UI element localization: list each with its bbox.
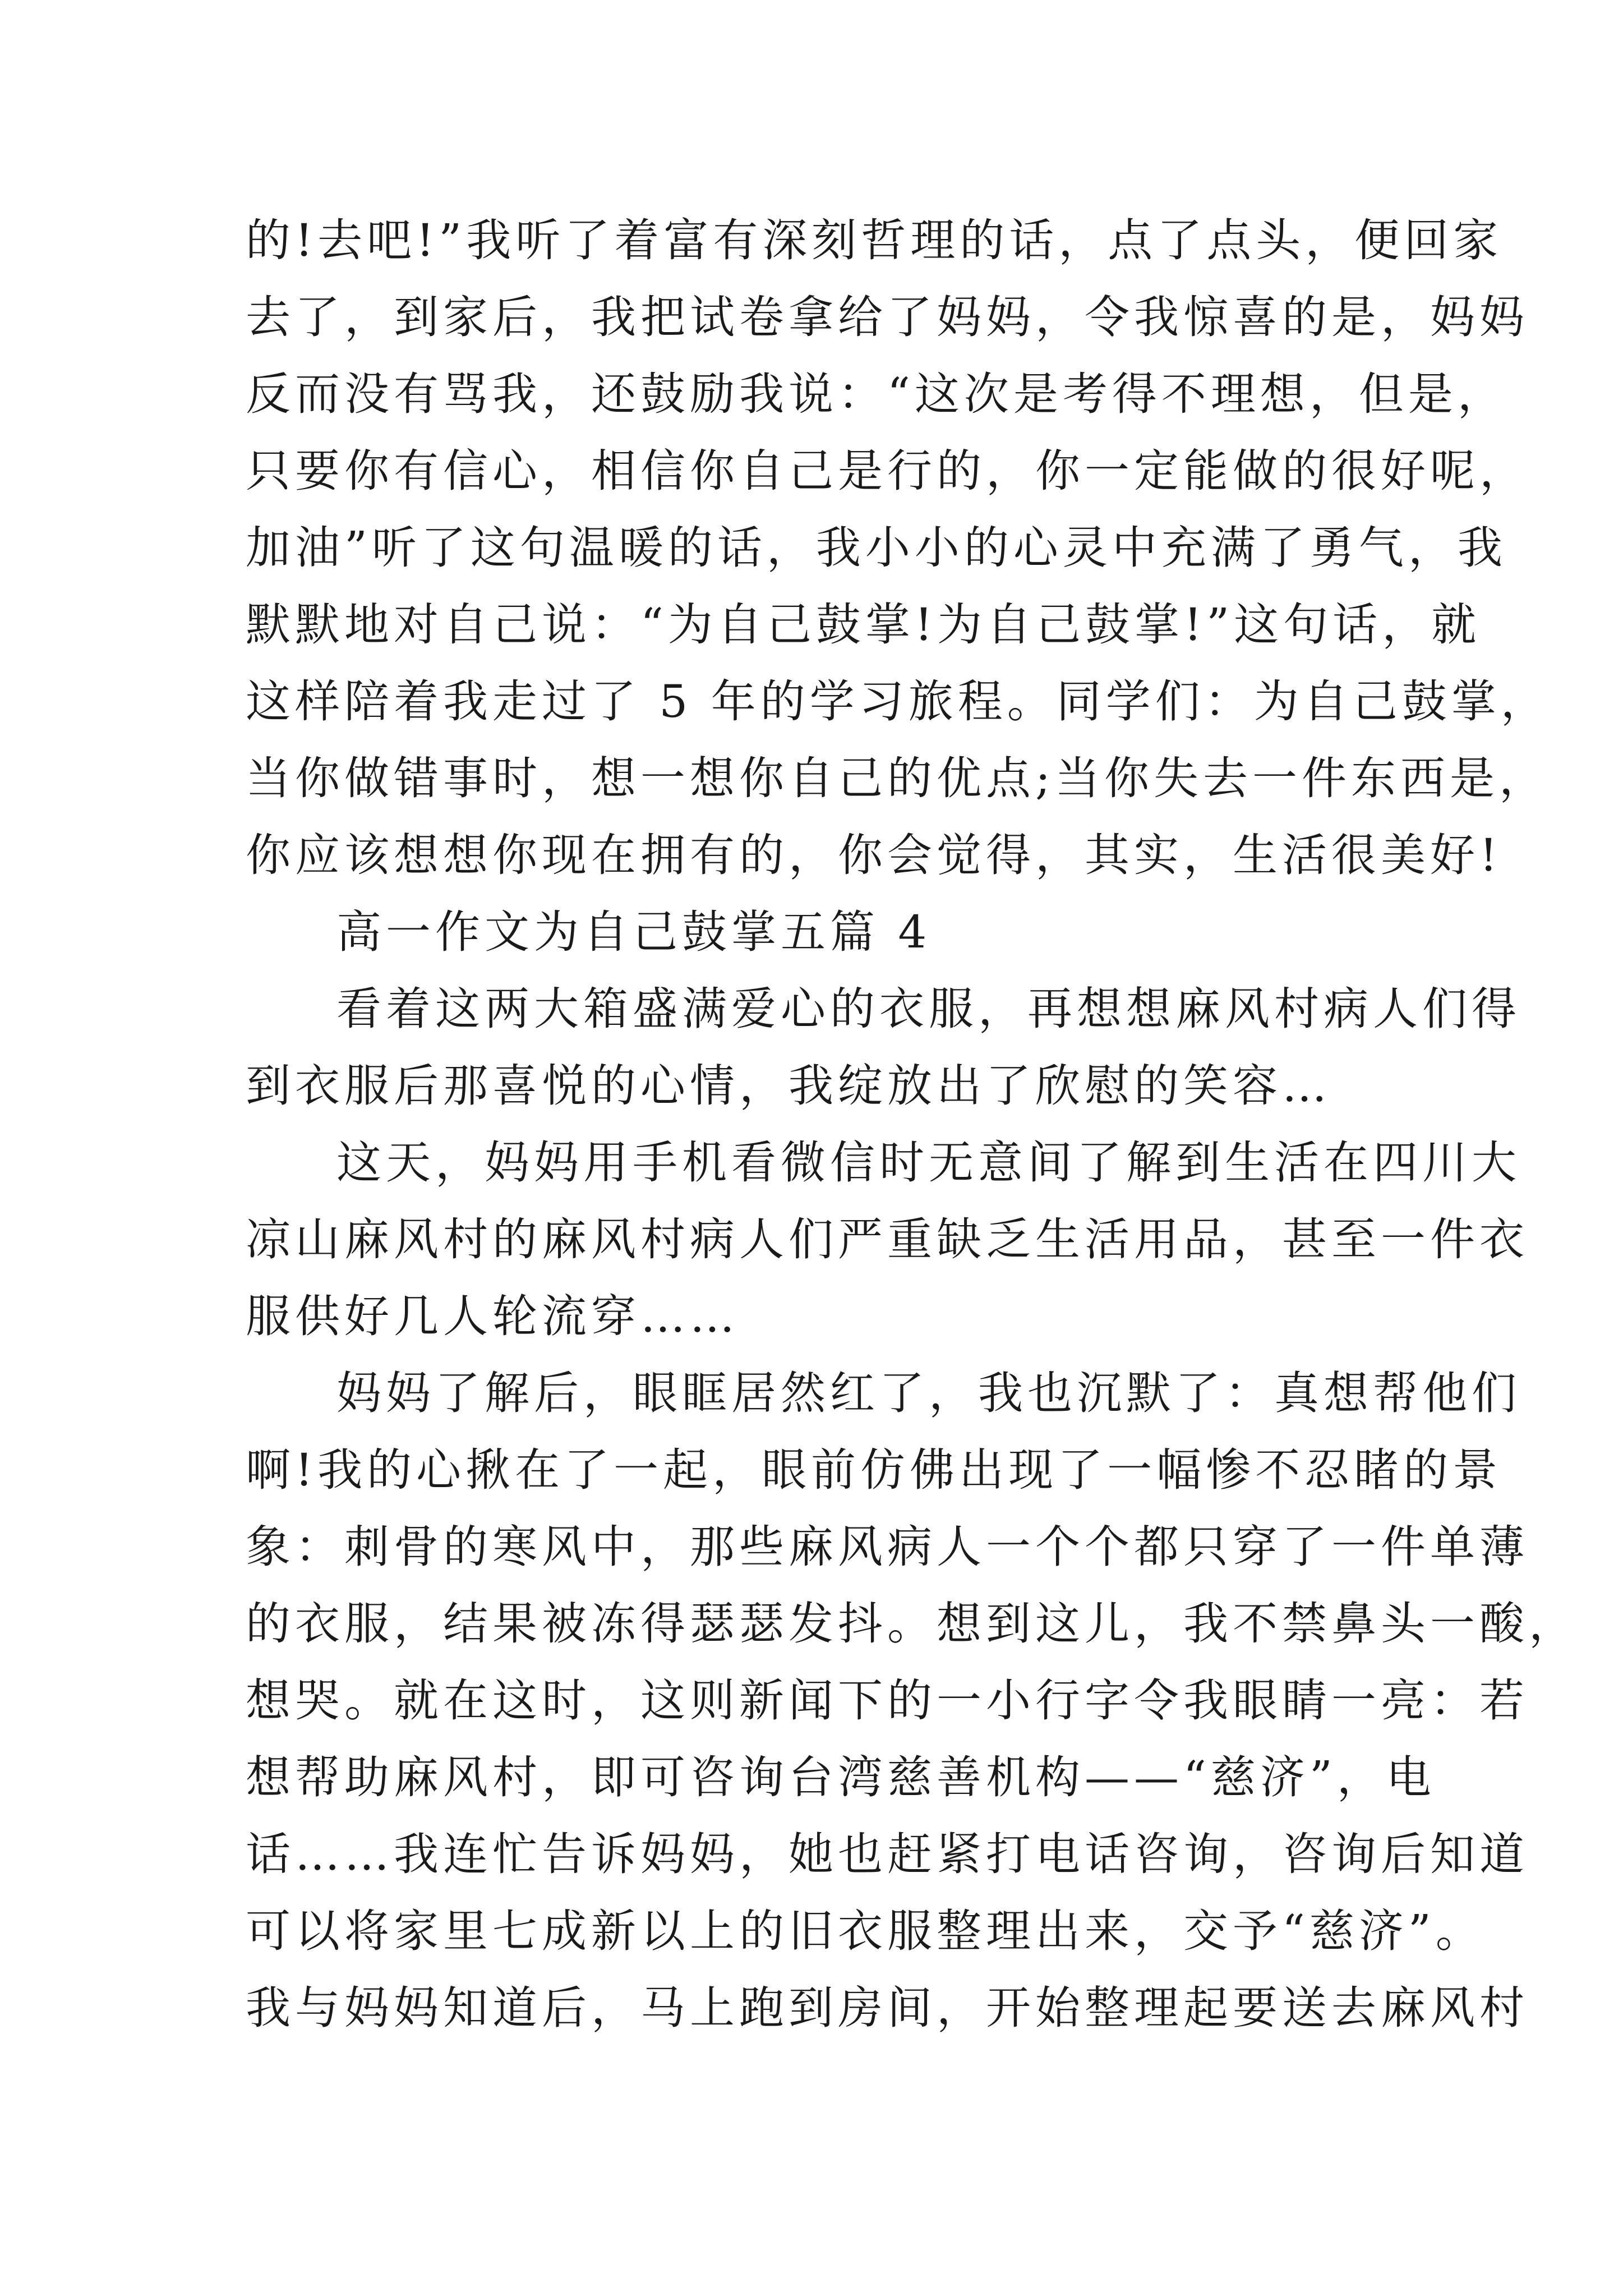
text-line: 妈妈了解后，眼眶居然红了，我也沉默了：真想帮他们	[336, 1367, 1521, 1419]
text-line: 的!去吧!”我听了着富有深刻哲理的话，点了点头，便回家	[246, 214, 1503, 266]
text-line: 想帮助麻风村，即可咨询台湾慈善机构——“慈济”，电	[246, 1751, 1436, 1803]
text-line: 当你做错事时，想一想你自己的优点;当你失去一件东西是，	[246, 752, 1548, 804]
text-line: 你应该想想你现在拥有的，你会觉得，其实，生活很美好!	[246, 829, 1502, 881]
text-line: 这天，妈妈用手机看微信时无意间了解到生活在四川大	[336, 1137, 1521, 1189]
text-line: 只要你有信心，相信你自己是行的，你一定能做的很好呢，	[246, 445, 1529, 497]
text-body	[246, 202, 1578, 2046]
text-line: 凉山麻风村的麻风村病人们严重缺乏生活用品，甚至一件衣	[246, 1213, 1529, 1266]
text-line: 我与妈妈知道后，马上跑到房间，开始整理起要送去麻风村	[246, 1982, 1529, 2034]
text-line: 反而没有骂我，还鼓励我说：“这次是考得不理想，但是，	[246, 368, 1507, 420]
text-line: 话……我连忙告诉妈妈，她也赶紧打电话咨询，咨询后知道	[246, 1828, 1529, 1880]
text-line: 可以将家里七成新以上的旧衣服整理出来，交予“慈济”。	[246, 1905, 1485, 1957]
text-line: 象：刺骨的寒风中，那些麻风病人一个个都只穿了一件单薄	[246, 1521, 1529, 1573]
text-line: 想哭。就在这时，这则新闻下的一小行字令我眼睛一亮：若	[246, 1674, 1529, 1727]
text-line: 去了，到家后，我把试卷拿给了妈妈，令我惊喜的是，妈妈	[246, 291, 1529, 343]
text-line: 的衣服，结果被冻得瑟瑟发抖。想到这儿，我不禁鼻头一酸，	[246, 1598, 1578, 1650]
text-line: 默默地对自己说：“为自己鼓掌!为自己鼓掌!”这句话，就	[246, 599, 1481, 651]
section-heading: 高一作文为自己鼓掌五篇 4	[336, 906, 932, 958]
text-line: 到衣服后那喜悦的心情，我绽放出了欣慰的笑容…	[246, 1060, 1331, 1112]
text-line: 啊!我的心揪在了一起，眼前仿佛出现了一幅惨不忍睹的景	[246, 1444, 1502, 1496]
text-line: 加油”听了这句温暖的话，我小小的心灵中充满了勇气，我	[246, 522, 1507, 574]
text-line: 这样陪着我走过了 5 年的学习旅程。同学们：为自己鼓掌，	[246, 675, 1550, 728]
text-line: 服供好几人轮流穿……	[246, 1290, 739, 1342]
text-line: 看着这两大箱盛满爱心的衣服，再想想麻风村病人们得	[336, 983, 1521, 1035]
